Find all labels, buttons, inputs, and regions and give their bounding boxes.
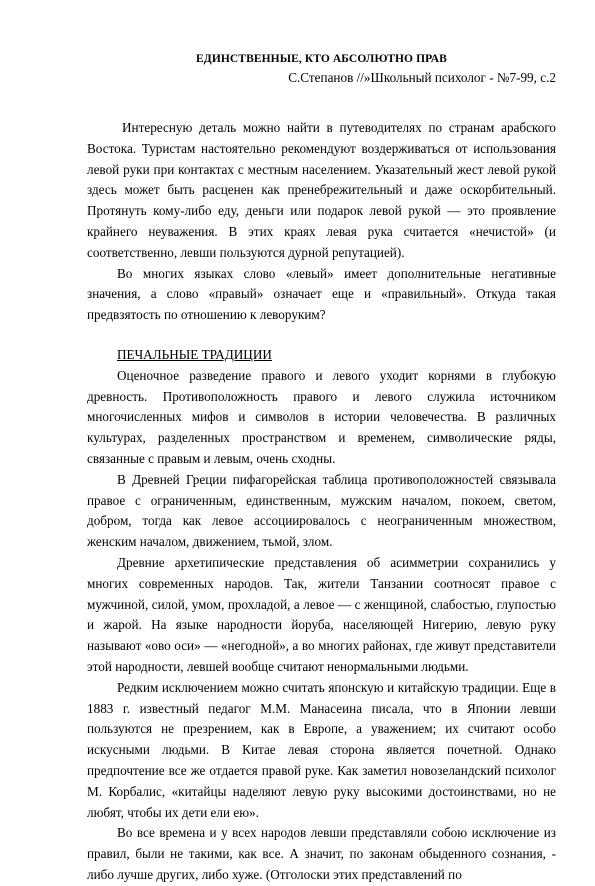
section-paragraph-2: В Древней Греции пифагорейская таблица противоположностей связывала правое с ограниченным, единственным, мужским началом, покоем, светом, добром, тогда как левое ассоциировалось с неограниченным множеством, женским началом, движением, тьмой, злом.: [87, 471, 556, 550]
intro-paragraph-1: Интересную деталь можно найти в путеводителях по странам арабского Востока. Туристам настоятельно рекомендуют воздерживаться от использования левой руки при контактах с местным населением. Указательный жест левой рукой здесь может быть расценен как пренебрежительный и даже оскорбительный. Протянуть кому-либо еду, деньги или подарок левой рукой — это проявление крайнего неуважения. В этих краях левая рука считается «нечистой» (и соответственно, левши пользуются дурной репутацией).: [87, 120, 556, 260]
section-paragraph-1: Оценочное разведение правого и левого уходит корнями в глубокую древность. Противоположность правого и левого служила источником многочисленных мифов и символов в истории человечества. В различных культурах, разделенных пространством и временем, символические ряды, связанные с правым и левым, очень сходны.: [87, 367, 556, 466]
intro-paragraph-2: Во многих языках слово «левый» имеет дополнительные негативные значения, а слово «правый» означает еще и «правильный». Откуда такая предвзятость по отношению к леворуким?: [87, 265, 556, 323]
document-page: [87, 50, 556, 886]
section-paragraph-4: Редким исключением можно считать японскую и китайскую традиции. Еще в 1883 г. известный педагог М.М. Манасеина писала, что в Японии левши пользуются не презрением, как в Европе, а уважением; их считают особо искусными людьми. В Китае левая сторона является почетной. Однако предпочтение все же отдается правой руке. Как заметил новозеландский психолог М. Корбалис, «китайцы наделяют левую руку высокими достоинствами, но не любят, чтобы их дети ели ею».: [87, 679, 556, 820]
article-title: ЕДИНСТВЕННЫЕ, КТО АБСОЛЮТНО ПРАВ: [196, 53, 447, 65]
article-source: С.Степанов //»Школьный психолог - №7-99, с.2: [288, 70, 556, 85]
spacer: [87, 88, 556, 118]
section-paragraph-3: Древние архетипические представления об асимметрии сохранились у многих современных народов. Так, жители Танзании соотносят правое с мужчиной, силой, умом, прохладой, а левое — с женщиной, слабостью, глупостью и жарой. На языке народности йоруба, населяющей Нигерию, левую руку называют «ово оси» — «негодной», а во многих районах, где живут представители этой народности, левшей вообще считают ненормальными людьми.: [87, 554, 556, 674]
section-paragraph-5: Во все времена и у всех народов левши представляли собою исключение из правил, были не такими, как все. А значит, по законам обыденного сознания, - либо лучше других, либо хуже. (Отголоски этих представлений по: [87, 825, 556, 882]
section-heading: ПЕЧАЛЬНЫЕ ТРАДИЦИИ: [117, 346, 272, 362]
